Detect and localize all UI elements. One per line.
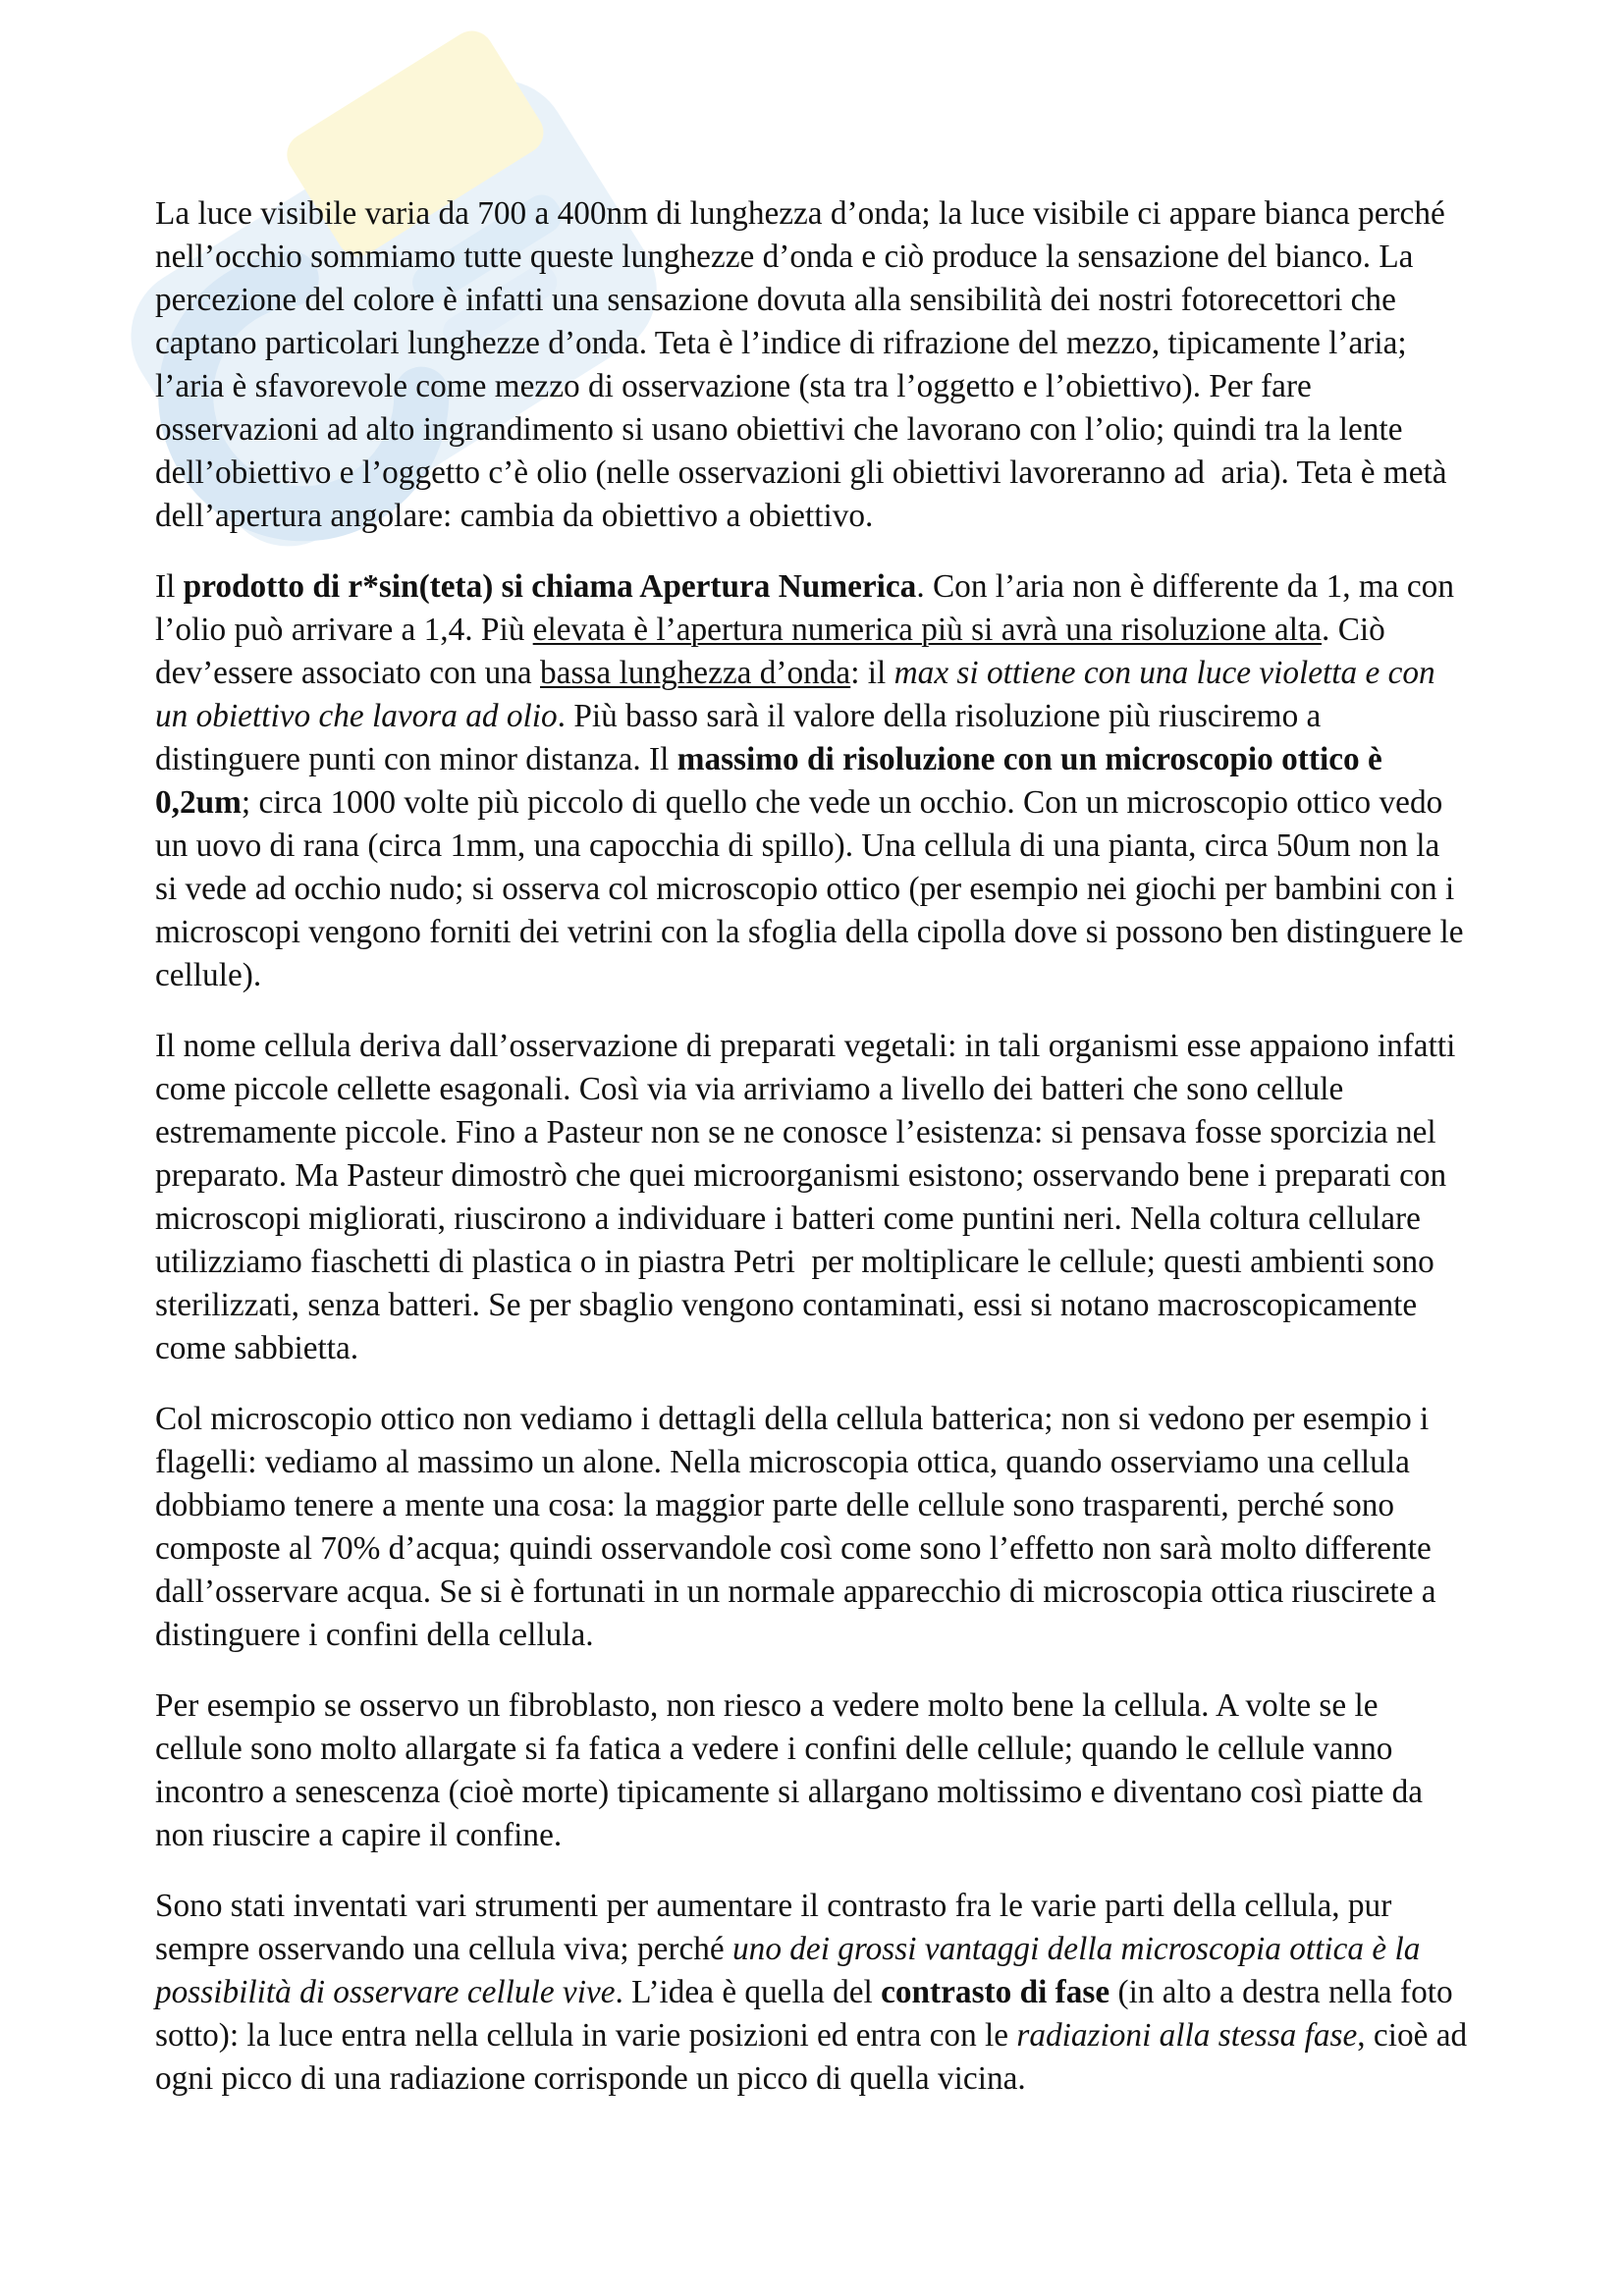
text-line [155, 236, 1476, 279]
text-line [155, 2014, 1476, 2057]
text-run-underline: bassa lunghezza d’onda [540, 655, 851, 691]
text-run: composte al 70% d’acqua; quindi osservandole così come sono l’effetto non sarà molto differente [155, 1530, 1432, 1567]
text-run: distinguere punti con minor distanza. Il [155, 741, 677, 777]
text-run: Sono stati inventati vari strumenti per aumentare il contrasto fra le varie parti della cellula, pur [155, 1888, 1392, 1924]
text-run: Per esempio se osservo un fibroblasto, non riesco a vedere molto bene la cellula. A volte se le [155, 1687, 1379, 1724]
paragraph-4 [155, 1398, 1476, 1657]
paragraph-2 [155, 565, 1476, 997]
text-run: non riuscire a capire il confine. [155, 1817, 563, 1853]
text-line [155, 365, 1476, 408]
text-line [155, 609, 1476, 652]
text-run-bold: massimo di risoluzione con un microscopio ottico è [676, 741, 1382, 777]
text-run-italic: max si ottiene con una luce violetta e con [893, 655, 1435, 691]
text-run: dall’osservare acqua. Se si è fortunati in un normale apparecchio di microscopia ottica riuscirete a [155, 1574, 1436, 1610]
text-line [155, 1527, 1476, 1571]
paragraph-5 [155, 1684, 1476, 1857]
text-line [155, 1241, 1476, 1284]
text-run-italic: possibilità di osservare cellule vive [155, 1974, 616, 2010]
paragraph-3 [155, 1025, 1476, 1370]
text-run: . Più basso sarà il valore della risoluzione più riusciremo a [557, 698, 1322, 734]
text-line [155, 1154, 1476, 1198]
text-run: cellule). [155, 957, 262, 993]
text-line [155, 322, 1476, 365]
text-line [155, 868, 1476, 911]
text-run: sotto): la luce entra nella cellula in varie posizioni ed entra con le [155, 2017, 1017, 2054]
text-line [155, 738, 1476, 781]
text-run: estremamente piccole. Fino a Pasteur non se ne conosce l’esistenza: si pensava fosse sporcizia nel [155, 1114, 1436, 1150]
text-line [155, 192, 1476, 236]
text-run: . L’idea è quella del [615, 1974, 882, 2010]
text-run: utilizziamo fiaschetti di plastica o in piastra Petri per moltiplicare le cellule; questi ambienti sono [155, 1244, 1434, 1280]
text-line [155, 825, 1476, 868]
text-run: sterilizzati, senza batteri. Se per sbaglio vengono contaminati, essi si notano macroscopicamente [155, 1287, 1418, 1323]
text-run-bold: 0,2um [155, 784, 242, 821]
text-line [155, 452, 1476, 495]
text-run: dell’apertura angolare: cambia da obiettivo a obiettivo. [155, 498, 874, 534]
text-line [155, 1111, 1476, 1154]
text-run-italic: un obiettivo che lavora ad olio [155, 698, 558, 734]
text-line [155, 1025, 1476, 1068]
text-line [155, 695, 1476, 738]
text-line [155, 565, 1476, 609]
text-run: : il [850, 655, 894, 691]
text-run: . Ciò [1322, 612, 1385, 648]
paragraph-6 [155, 1885, 1476, 2101]
text-run: dobbiamo tenere a mente una cosa: la maggior parte delle cellule sono trasparenti, perché sono [155, 1487, 1395, 1523]
text-line [155, 1771, 1476, 1814]
text-line [155, 1614, 1476, 1657]
text-line [155, 408, 1476, 452]
text-run: nell’occhio sommiamo tutte queste lunghezze d’onda e ciò produce la sensazione del bianco. La [155, 239, 1414, 275]
text-run: sempre osservando una cellula viva; perché [155, 1931, 733, 1967]
text-run: microscopi vengono forniti dei vetrini con la sfoglia della cipolla dove si possono ben distinguere le [155, 914, 1464, 950]
text-run-italic: uno dei grossi vantaggi della microscopia ottica è la [732, 1931, 1421, 1967]
text-line [155, 1728, 1476, 1771]
text-run: un uovo di rana (circa 1mm, una capocchia di spillo). Una cellula di una pianta, circa 50um non la [155, 828, 1440, 864]
text-run: l’aria è sfavorevole come mezzo di osservazione (sta tra l’oggetto e l’obiettivo). Per fare [155, 368, 1312, 404]
text-line [155, 1814, 1476, 1857]
paragraph-1 [155, 192, 1476, 538]
text-run: Il nome cellula deriva dall’osservazione di preparati vegetali: in tali organismi esse appaiono infatti [155, 1028, 1456, 1064]
text-line [155, 1441, 1476, 1484]
text-line [155, 1284, 1476, 1327]
text-run: percezione del colore è infatti una sensazione dovuta alla sensibilità dei nostri fotorecettori che [155, 282, 1396, 318]
text-line [155, 1398, 1476, 1441]
text-run: cellule sono molto allargate si fa fatica a vedere i confini delle cellule; quando le cellule vanno [155, 1731, 1393, 1767]
text-line [155, 2057, 1476, 2101]
text-run: preparato. Ma Pasteur dimostrò che quei microorganismi esistono; osservando bene i preparati con [155, 1157, 1447, 1194]
text-run: dev’essere associato con una [155, 655, 541, 691]
text-line [155, 781, 1476, 825]
text-line [155, 954, 1476, 997]
text-run-italic: radiazioni alla stessa fase [1016, 2017, 1358, 2054]
text-run: Il [155, 568, 184, 605]
text-run: ogni picco di una radiazione corrisponde un picco di quella vicina. [155, 2060, 1026, 2097]
text-run: l’olio può arrivare a 1,4. Più [155, 612, 533, 648]
text-line [155, 1928, 1476, 1971]
text-line [155, 1571, 1476, 1614]
text-line [155, 495, 1476, 538]
text-run: captano particolari lunghezze d’onda. Teta è l’indice di rifrazione del mezzo, tipicamente l’aria; [155, 325, 1407, 361]
text-run: come piccole cellette esagonali. Così via via arriviamo a livello dei batteri che sono cellule [155, 1071, 1344, 1107]
text-line [155, 1885, 1476, 1928]
text-line [155, 1068, 1476, 1111]
text-run: si vede ad occhio nudo; si osserva col microscopio ottico (per esempio nei giochi per bambini con i [155, 871, 1455, 907]
text-run: , cioè ad [1357, 2017, 1468, 2054]
text-line [155, 911, 1476, 954]
text-run-bold: prodotto di r*sin(teta) si chiama Apertura Numerica [183, 568, 917, 605]
text-line [155, 1198, 1476, 1241]
text-run: osservazioni ad alto ingrandimento si usano obiettivi che lavorano con l’olio; quindi tra la lente [155, 411, 1403, 448]
text-run-underline: elevata è l’apertura numerica più si avrà una risoluzione alta [532, 612, 1323, 648]
text-run: microscopi migliorati, riuscirono a individuare i batteri come puntini neri. Nella coltura cellulare [155, 1201, 1421, 1237]
text-line [155, 279, 1476, 322]
text-run: La luce visibile varia da 700 a 400nm di lunghezza d’onda; la luce visibile ci appare bianca perché [155, 195, 1445, 232]
text-line [155, 1684, 1476, 1728]
text-line [155, 1327, 1476, 1370]
text-run: dell’obiettivo e l’oggetto c’è olio (nelle osservazioni gli obiettivi lavoreranno ad aria). Teta è metà [155, 454, 1447, 491]
text-run-bold: contrasto di fase [881, 1974, 1110, 2010]
text-run: incontro a senescenza (cioè morte) tipicamente si allargano moltissimo e diventano così piatte da [155, 1774, 1424, 1810]
text-run: ; circa 1000 volte più piccolo di quello che vede un occhio. Con un microscopio ottico vedo [241, 784, 1443, 821]
text-line [155, 1971, 1476, 2014]
text-run: Col microscopio ottico non vediamo i dettagli della cellula batterica; non si vedono per esempio i [155, 1401, 1430, 1437]
text-run: flagelli: vediamo al massimo un alone. Nella microscopia ottica, quando osserviamo una cellula [155, 1444, 1410, 1480]
text-run: come sabbietta. [155, 1330, 359, 1366]
text-run: . Con l’aria non è differente da 1, ma con [916, 568, 1454, 605]
text-line [155, 652, 1476, 695]
text-line [155, 1484, 1476, 1527]
text-run: (in alto a destra nella foto [1109, 1974, 1453, 2010]
text-run: distinguere i confini della cellula. [155, 1617, 594, 1653]
document-body [155, 192, 1476, 2128]
